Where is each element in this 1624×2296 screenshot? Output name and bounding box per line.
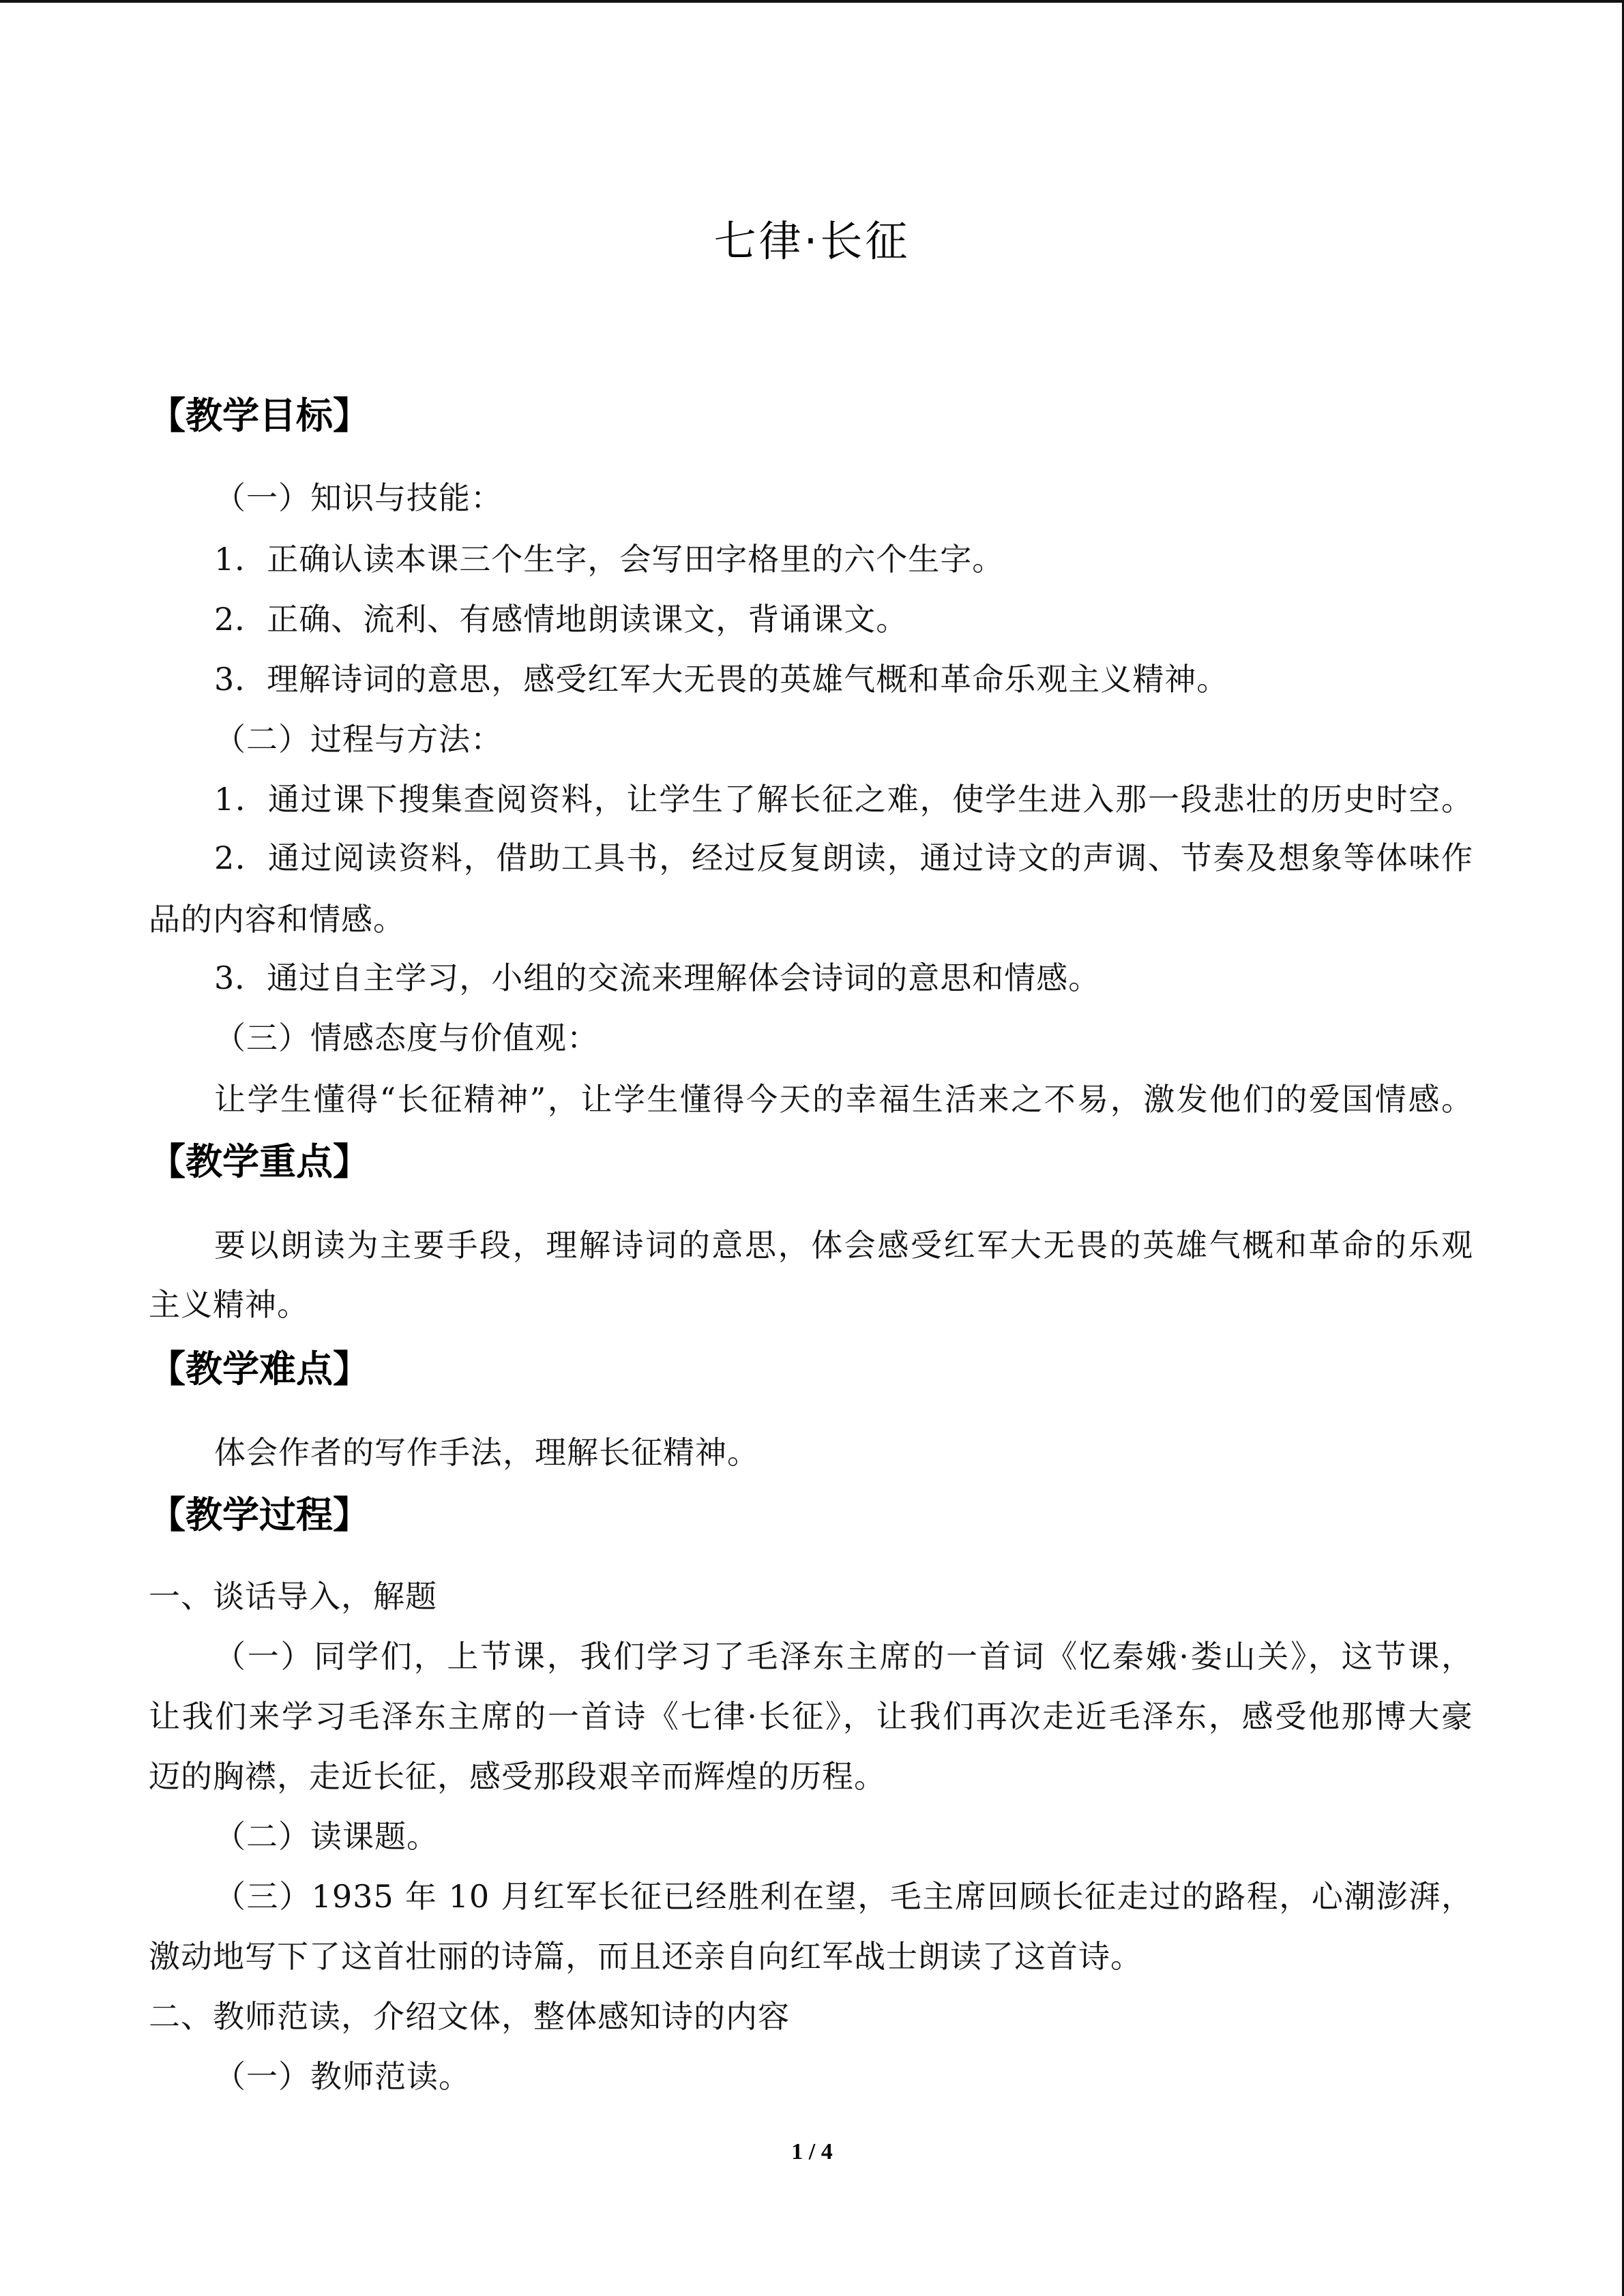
subheading-attitude: （三）情感态度与价值观： [214,1019,599,1056]
step-1-para-1-line-3: 迈的胸襟，走近长征，感受那段艰辛而辉煌的历程。 [149,1758,886,1795]
heading-difficulties: 【教学难点】 [149,1347,370,1390]
document-title: 七律·长征 [713,216,911,266]
knowledge-item-1: 1．正确认读本课三个生字，会写田字格里的六个生字。 [214,541,1005,578]
step-1-para-3-line-2: 激动地写下了这首壮丽的诗篇，而且还亲自向红军战士朗读了这首诗。 [149,1938,1142,1975]
subheading-process-method: （二）过程与方法： [214,721,503,758]
step-1-title: 一、谈话导入，解题 [149,1578,437,1615]
step-1-para-1-line-1: （一）同学们，上节课，我们学习了毛泽东主席的一首词《忆秦娥·娄山关》，这节课， [214,1638,1473,1675]
attitude-item-1: 让学生懂得“长征精神”，让学生懂得今天的幸福生活来之不易，激发他们的爱国情感。 [214,1081,1473,1118]
key-points-line-2: 主义精神。 [149,1286,309,1323]
process-item-1: 1．通过课下搜集查阅资料，让学生了解长征之难，使学生进入那一段悲壮的历史时空。 [214,781,1473,818]
step-1-para-1-line-2: 让我们来学习毛泽东主席的一首诗《七律·长征》，让我们再次走近毛泽东，感受他那博大豪 [149,1698,1473,1735]
process-item-3: 3．通过自主学习，小组的交流来理解体会诗词的意思和情感。 [214,959,1101,996]
process-item-2-continued: 品的内容和情感。 [149,901,405,938]
step-1-para-2: （二）读课题。 [214,1818,439,1855]
process-item-2: 2．通过阅读资料，借助工具书，经过反复朗读，通过诗文的声调、节奏及想象等体味作 [214,839,1473,876]
step-2-title: 二、教师范读，介绍文体，整体感知诗的内容 [149,1998,790,2035]
key-points-line-1: 要以朗读为主要手段，理解诗词的意思，体会感受红军大无畏的英雄气概和革命的乐观 [214,1227,1473,1264]
step-2-para-1: （一）教师范读。 [214,2058,471,2095]
heading-teaching-process: 【教学过程】 [149,1493,370,1536]
step-1-para-3-line-1: （三）1935 年 10 月红军长征已经胜利在望，毛主席回顾长征走过的路程，心潮澎湃， [214,1878,1473,1915]
heading-objectives: 【教学目标】 [149,394,370,437]
knowledge-item-3: 3．理解诗词的意思，感受红军大无畏的英雄气概和革命乐观主义精神。 [214,661,1229,698]
heading-key-points: 【教学重点】 [149,1140,370,1183]
page-indicator: 1 / 4 [791,2139,833,2164]
knowledge-item-2: 2．正确、流利、有感情地朗读课文，背诵课文。 [214,601,909,638]
difficulties-line-1: 体会作者的写作手法，理解长征精神。 [214,1434,759,1471]
subheading-knowledge: （一）知识与技能： [214,479,503,516]
